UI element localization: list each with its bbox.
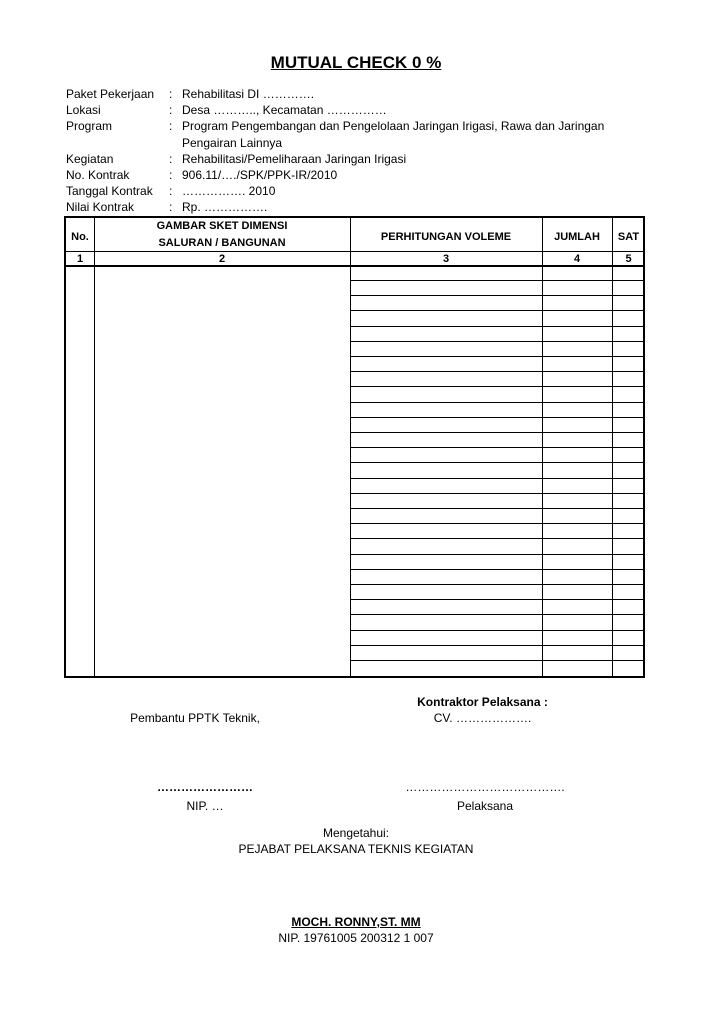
calc-row-line xyxy=(350,523,643,524)
document-title: MUTUAL CHECK 0 % xyxy=(270,53,442,72)
calc-row-line xyxy=(350,356,643,357)
col-number: 3 xyxy=(442,253,450,265)
pejabat-name: MOCH. RONNY,ST. MM xyxy=(291,915,421,929)
info-value: Rehabilitasi/Pemeliharaan Jaringan Irigasi xyxy=(182,151,407,166)
kontraktor-title: Kontraktor Pelaksana : xyxy=(417,695,548,709)
info-row-kegiatan xyxy=(66,151,622,167)
number-row-divider xyxy=(66,265,643,267)
kontraktor-cv: CV. ………………. xyxy=(433,711,532,725)
info-row-nilai xyxy=(66,199,622,215)
info-row-program xyxy=(66,118,622,150)
info-value: 906.11/…./SPK/PPK-IR/2010 xyxy=(182,168,338,183)
calc-row-line xyxy=(350,660,643,661)
info-colon: : xyxy=(169,119,173,134)
volume-table xyxy=(64,216,645,678)
header-sat: SAT xyxy=(617,231,640,243)
col-number: 4 xyxy=(573,253,581,265)
info-colon: : xyxy=(169,184,173,199)
pejabat-title: PEJABAT PELAKSANA TEKNIS KEGIATAN xyxy=(238,842,474,856)
calc-row-line xyxy=(350,386,643,387)
pelaksana-name: …………………………………. xyxy=(405,780,565,794)
pelaksana-role: Pelaksana xyxy=(456,799,514,813)
info-value: Rehabilitasi DI …………. xyxy=(182,87,315,101)
info-row-paket xyxy=(66,86,622,102)
header-perhitungan: PERHITUNGAN VOLEME xyxy=(380,231,512,243)
calc-row-line xyxy=(350,432,643,433)
info-label: Tanggal Kontrak xyxy=(66,184,153,199)
calc-row-line xyxy=(350,508,643,509)
info-label: Nilai Kontrak xyxy=(66,200,135,215)
header-jumlah: JUMLAH xyxy=(554,231,600,243)
col-number: 2 xyxy=(218,253,226,265)
info-value: Desa ……….., Kecamatan …………… xyxy=(182,103,387,118)
header-no: No. xyxy=(71,231,89,243)
info-colon: : xyxy=(169,151,173,166)
info-row-lokasi xyxy=(66,102,622,118)
calc-row-line xyxy=(350,614,643,615)
calc-row-line xyxy=(350,280,643,281)
pembantu-title: Pembantu PPTK Teknik, xyxy=(130,711,260,725)
info-value: Program Pengembangan dan Pengelolaan Jaringan Irigasi, Rawa dan Jaringan Pengairan Lainnya xyxy=(182,119,605,150)
calc-row-line xyxy=(350,310,643,311)
pejabat-nip: NIP. 19761005 200312 1 007 xyxy=(278,931,434,945)
col-number: 1 xyxy=(76,253,84,265)
calc-row-line xyxy=(350,402,643,403)
header-gambar-line2: SALURAN / BANGUNAN xyxy=(158,237,286,249)
info-label: Program xyxy=(66,119,113,134)
calc-row-line xyxy=(350,462,643,463)
calc-row-line xyxy=(350,554,643,555)
header-gambar-line1: GAMBAR SKET DIMENSI xyxy=(156,220,288,232)
calc-row-line xyxy=(350,417,643,418)
calc-row-line xyxy=(350,493,643,494)
calc-row-line xyxy=(350,447,643,448)
info-value: Rp. ……………. xyxy=(182,200,268,215)
calc-row-line xyxy=(350,645,643,646)
info-row-kontrak xyxy=(66,167,622,183)
project-info xyxy=(66,86,622,216)
header-divider xyxy=(66,251,643,252)
calc-row-line xyxy=(350,538,643,539)
calc-row-line xyxy=(350,630,643,631)
calc-row-line xyxy=(350,478,643,479)
info-colon: : xyxy=(169,168,173,183)
info-label: No. Kontrak xyxy=(66,168,130,183)
info-colon: : xyxy=(169,87,173,101)
info-label: Paket Pekerjaan xyxy=(66,87,155,101)
info-colon: : xyxy=(169,103,173,118)
calc-row-line xyxy=(350,371,643,372)
calc-row-line xyxy=(350,599,643,600)
pembantu-name: …………………… xyxy=(157,780,253,794)
info-label: Kegiatan xyxy=(66,151,114,166)
info-colon: : xyxy=(169,200,173,215)
calc-row-line xyxy=(350,341,643,342)
info-label: Lokasi xyxy=(66,103,101,118)
col-divider xyxy=(94,218,95,676)
calc-row-line xyxy=(350,326,643,327)
mengetahui-label: Mengetahui: xyxy=(322,826,390,840)
col-number: 5 xyxy=(625,253,632,265)
info-value: ……………. 2010 xyxy=(182,184,276,199)
pembantu-nip: NIP. … xyxy=(186,799,224,813)
calc-row-line xyxy=(350,584,643,585)
calc-row-line xyxy=(350,295,643,296)
calc-row-line xyxy=(350,569,643,570)
info-row-tanggal xyxy=(66,183,622,199)
